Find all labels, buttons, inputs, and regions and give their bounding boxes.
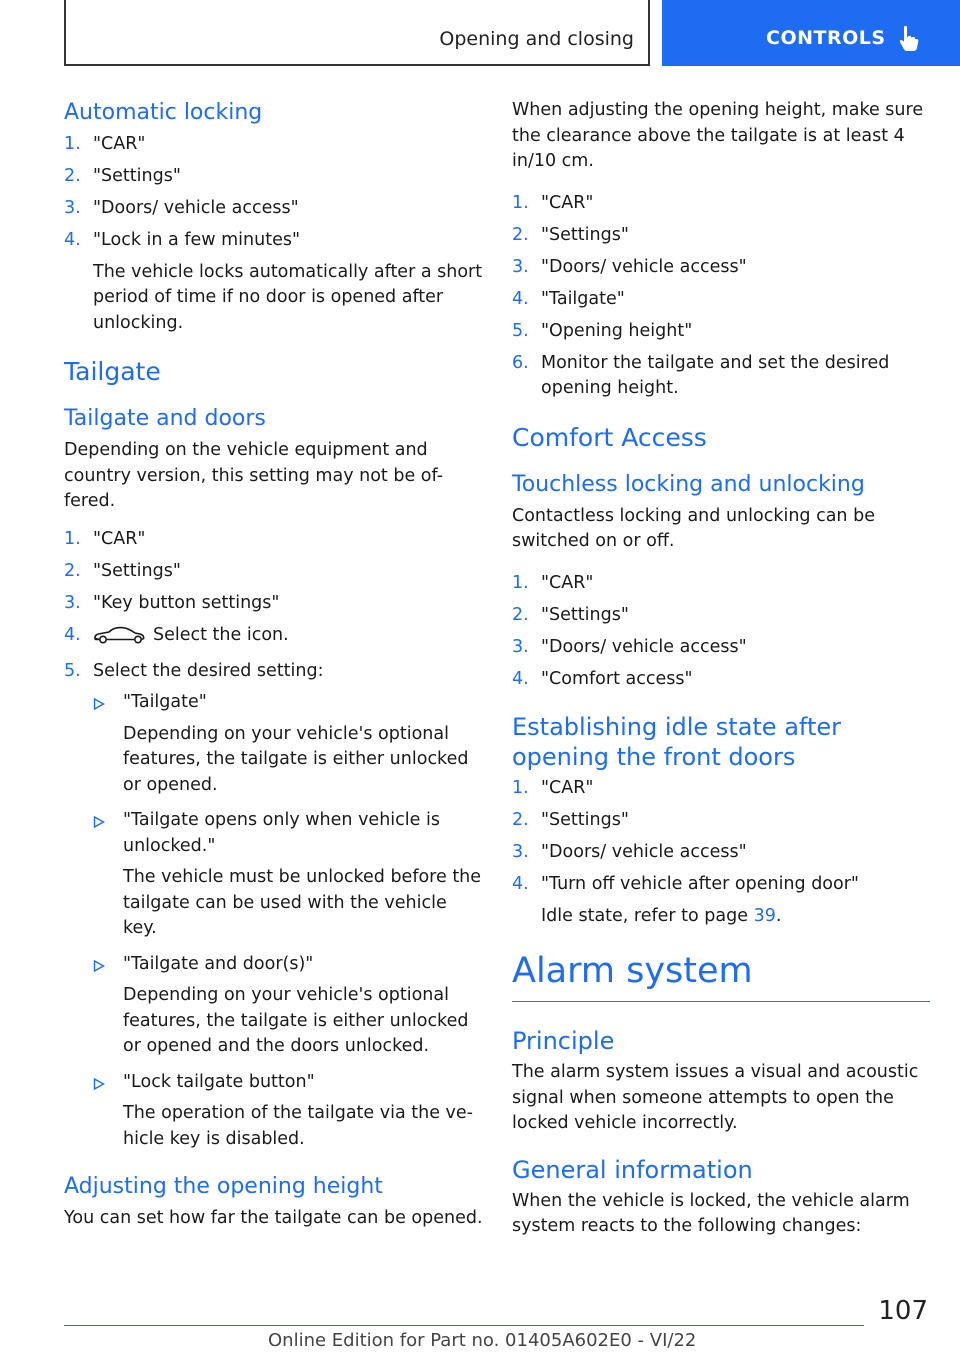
list-item: 2. "Settings" [64,560,181,581]
list-item: 3. "Doors/ vehicle access" [64,198,299,218]
list-item: 1. "CAR" [64,134,146,154]
touchless-intro: Contactless locking and unlocking can be switched on or off. [512,505,875,551]
idle-state-steps [512,776,930,929]
list-item: 5. "Opening height" [512,320,693,341]
footer-divider [64,1325,864,1326]
list-item: 4. "Comfort access" [512,668,693,689]
touchless-heading: Touchless locking and unlocking [512,471,865,497]
page-number: 107 [878,1296,928,1326]
comfort-access-heading: Comfort Access [512,422,707,452]
list-item: 4. "Lock in a few minutes" The vehicle locks automatically after a short period of time if no door is opened after unlocking. [64,228,484,336]
opening-height-heading: Adjusting the opening height [64,1174,383,1199]
chapter-tab-label: CONTROLS [766,27,886,49]
triangle-right-icon [93,816,105,828]
list-item: 3. "Doors/ vehicle access" [512,842,747,862]
tailgate-doors-intro: Depending on the vehicle equipment and country version, this setting may not be of-fered. [64,440,444,511]
opening-height-intro: You can set how far the tailgate can be opened. [64,1208,483,1228]
automatic-locking-steps [64,132,484,336]
list-item: 2. "Settings" [512,224,629,245]
option-item: "Tailgate" Depending on your vehicle's optional features, the tailgate is either unlocked or opened. [93,690,484,798]
alarm-system-heading: Alarm system [512,949,930,1002]
chapter-tab[interactable] [662,0,960,66]
list-item: 6. Monitor the tailgate and set the desired opening height. [512,352,890,398]
list-item: 2. "Settings" [512,810,629,830]
list-item: 4. Select the icon. [64,623,484,653]
list-item: 2. "Settings" [512,604,629,625]
list-item: 3. "Key button settings" [64,592,280,613]
tailgate-doors-steps [64,527,484,1153]
tailgate-doors-heading: Tailgate and doors [64,406,266,431]
step-note: Idle state, refer to page 39. [541,905,782,926]
principle-text: The alarm system issues a visual and acoustic signal when someone attempts to open the locked vehicle incorrectly. [512,1062,919,1133]
tailgate-heading: Tailgate [64,357,161,386]
option-item: "Tailgate opens only when vehicle is unlocked." The vehicle must be unlocked before the tailgate can be used with the vehicle key. [93,808,484,942]
setting-options [93,690,484,1152]
list-item: 1. "CAR" [512,778,594,798]
list-item: 1. "CAR" [512,572,594,593]
general-info-heading: General information [512,1155,753,1184]
list-item: 3. "Doors/ vehicle access" [512,636,747,657]
list-item: 4. "Tailgate" [512,288,625,309]
header-section-box [64,0,650,66]
touchless-steps [512,571,930,693]
list-item: 2. "Settings" [64,166,181,186]
option-item: "Lock tailgate button" The operation of the tailgate via the ve-hicle key is disabled. [93,1070,484,1153]
touch-hand-icon [896,25,920,57]
list-item: 3. "Doors/ vehicle access" [512,256,747,277]
section-title: Opening and closing [439,28,634,50]
right-column [512,98,930,1252]
list-item: 1. "CAR" [512,192,594,213]
idle-state-heading: Establishing idle state after opening the front doors [512,713,841,771]
automatic-locking-heading: Automatic locking [64,100,263,125]
triangle-right-icon [93,1078,105,1090]
car-outline-icon [93,624,145,653]
triangle-right-icon [93,960,105,972]
general-info-text: When the vehicle is locked, the vehicle alarm system reacts to the following changes: [512,1190,910,1236]
opening-height-note: When adjusting the opening height, make sure the clearance above the tailgate is at least 4 in/10 cm. [512,100,924,171]
step-note: The vehicle locks automatically after a short period of time if no door is opened after unlocking. [93,261,483,333]
list-item: 1. "CAR" [64,528,146,549]
page-link[interactable]: 39 [753,905,776,926]
option-item: "Tailgate and door(s)" Depending on your vehicle's optional features, the tailgate is either unlocked or opened and the doors unlocked. [93,952,484,1060]
triangle-right-icon [93,698,105,710]
left-column [64,98,484,1244]
principle-heading: Principle [512,1027,615,1055]
opening-height-steps [512,191,930,402]
list-item: 4. "Turn off vehicle after opening door" Idle state, refer to page 39. [512,872,930,929]
footer-edition: Online Edition for Part no. 01405A602E0 - VI/22 [268,1330,697,1351]
list-item: 5. Select the desired setting: "Tailgate" Depending on your vehicle's optional features, the tailgate is either unlocked or opened. "Tailgate opens only when vehicle is unlocked." The vehicle must be unlocked before the tailgate can be used with the vehicle key. "Tailgate and door(s)" Depending on your vehicle's optional features, the tailgate is either unlocked or opened and the doors unlocked. "Lock tailgate button" The operation of the tailgate via the ve-hicle key is disabled. [64,659,484,1153]
